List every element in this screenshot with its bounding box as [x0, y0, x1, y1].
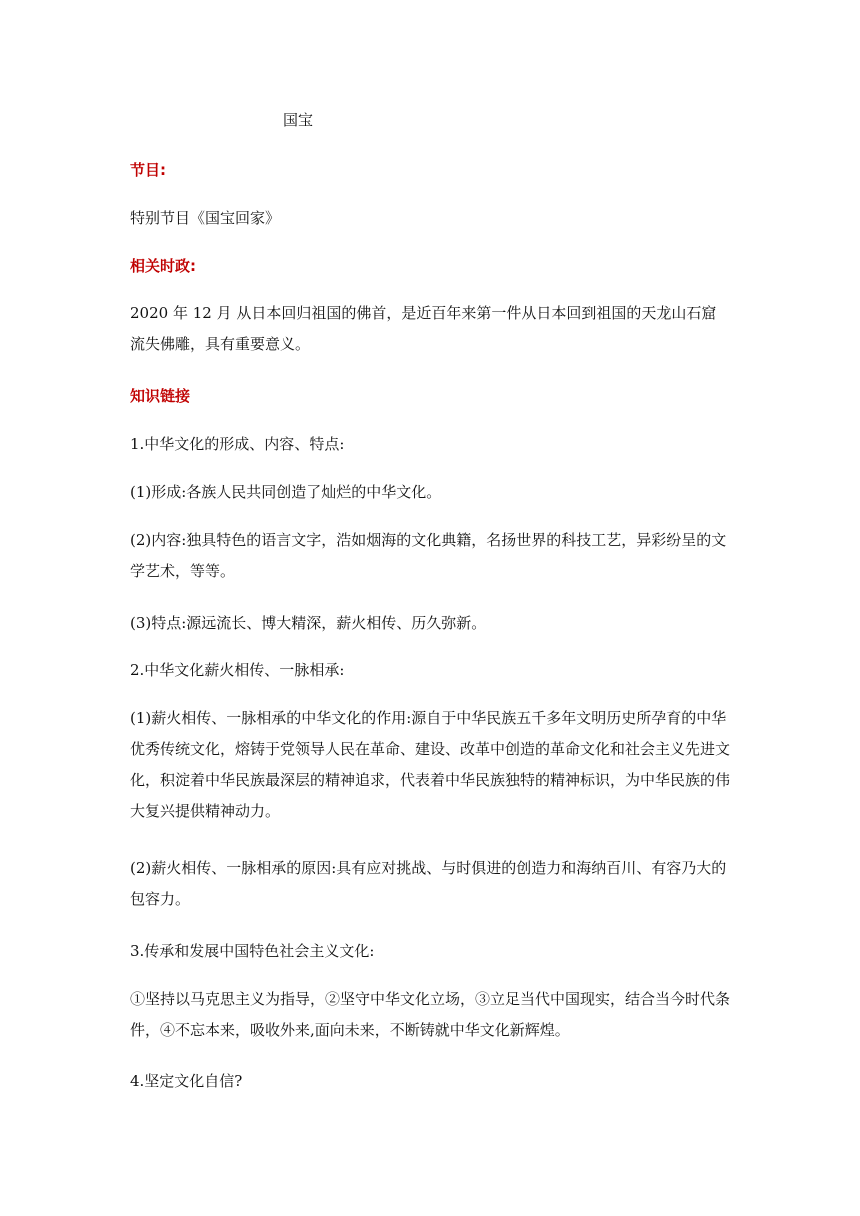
section3-title: 3.传承和发展中国特色社会主义文化:	[130, 942, 375, 960]
section3-paragraph: ①坚持以马克思主义为指导，②坚守中华文化立场，③立足当代中国现实，结合当今时代条件，④不忘本来，吸收外来,面向未来，不断铸就中华文化新辉煌。	[130, 990, 731, 1039]
affairs-paragraph: 2020 年 12 月 从日本回归祖国的佛首，是近百年来第一件从日本回到祖国的天龙山石窟流失佛雕，具有重要意义。	[130, 304, 717, 353]
section4-title: 4.坚定文化自信?	[130, 1072, 243, 1090]
section2-title: 2.中华文化薪火相传、一脉相承:	[130, 661, 345, 679]
section1-features: (3)特点:源远流长、博大精深，薪火相传、历久弥新。	[130, 614, 487, 632]
program-heading: 节目:	[130, 161, 166, 179]
knowledge-heading: 知识链接	[130, 387, 191, 405]
section1-formation: (1)形成:各族人民共同创造了灿烂的中华文化。	[130, 483, 442, 501]
affairs-heading: 相关时政:	[130, 257, 196, 275]
section1-content: (2)内容:独具特色的语言文字，浩如烟海的文化典籍，名扬世界的科技工艺，异彩纷呈的文学艺术，等等。	[130, 531, 727, 580]
section1-title: 1.中华文化的形成、内容、特点:	[130, 435, 345, 453]
section2-role: (1)薪火相传、一脉相承的中华文化的作用:源自于中华民族五千多年文明历史所孕育的中华优秀传统文化，熔铸于党领导人民在革命、建设、改革中创造的革命文化和社会主义先进文化，积淀着中华民族最深层的精神追求，代表着中华民族独特的精神标识，为中华民族的伟大复兴提供精神动力。	[130, 709, 731, 820]
section2-reason: (2)薪火相传、一脉相承的原因:具有应对挑战、与时俱进的创造力和海纳百川、有容乃大的包容力。	[130, 859, 727, 908]
program-name: 特别节目《国宝回家》	[130, 209, 281, 227]
document-title: 国宝	[283, 111, 314, 129]
